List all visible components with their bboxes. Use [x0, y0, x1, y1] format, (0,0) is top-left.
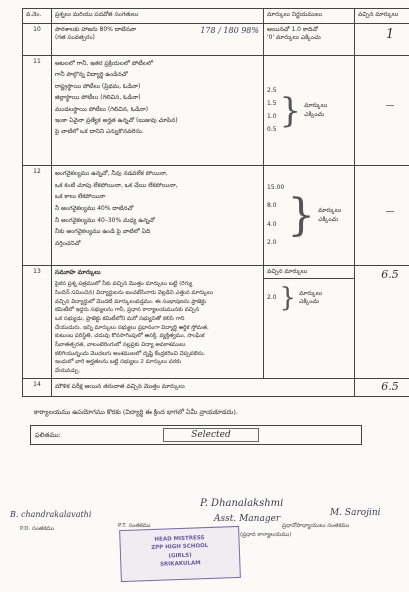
item-line: సిందిన్ సమించిన) విద్యార్థులను ఐంచటేసినారు వెల్లడిని ఎత్తున మార్కులు [55, 289, 213, 296]
signature-headmistress: M. Sarojini [330, 508, 381, 518]
mark-value: 2.0 [267, 294, 277, 302]
marks-line: ఆయినచో 1.0 కాదిచో [267, 26, 319, 33]
row-sno: 13 [23, 266, 52, 379]
header-marks: మార్కులు నిర్ణయములు [264, 9, 355, 24]
item-line: సేవాతత్పరత, వాలంటెరింగులో సల్లప్రకు విద్యా అవకాశములు [55, 341, 186, 348]
office-use-remark: కార్యాలయము ఉపయోగము కొరకు (విద్యార్థి ఈ క్రింద భాగలో ఏమీ వ్రాయకూడదు). [34, 408, 238, 416]
item-line: కుటుంబ పరిస్థితి, చదువు కొనసాగింపులో ఆసక్తి, వ్యక్తిత్వము, సాంఘిక [55, 333, 205, 340]
item-line: నీకు అంగవైకల్యము ఉండి పై వాటిలో ఏది [55, 228, 151, 236]
row-obtained: — [355, 56, 409, 166]
header-item: ప్రశ్నలు మరియు పదవోత సంగతులు [52, 9, 264, 24]
item-line: పాఠశాలకు హాజరు 80% దాటినవా [55, 26, 137, 33]
marks-note-line: ఎక్కించు [299, 298, 319, 306]
signature-headmistress-role: ప్రధానోపాధ్యాయులు సంతకము [282, 523, 350, 529]
marks-options [267, 184, 351, 246]
mark-value: 1.5 [267, 99, 277, 107]
item-line: వేయవచ్చు. [55, 367, 81, 374]
header-sno: వ.నెం. [23, 9, 52, 24]
item-line: నీ అంగవైకల్యము 40% దాటినచో [55, 205, 134, 213]
signature-manager-title: Asst. Manager [214, 514, 281, 524]
marks-note-line: ఎక్కించు [318, 215, 339, 223]
row-sno: 11 [23, 56, 52, 166]
marks-line: '0' మార్కులు ఎక్కించు [267, 34, 321, 42]
row-item [52, 24, 264, 56]
row-marks [264, 24, 355, 56]
item-line: చేయుదురు. ఇన్ని మార్కులు సభ్యులు ప్రధానంగా విద్యార్థి ఆర్థిక స్తోమత, [55, 324, 209, 331]
row-item [52, 266, 264, 379]
marks-values [267, 294, 277, 302]
signature-pd: B. chandrakalavathi [10, 510, 92, 519]
row-sno: 12 [23, 166, 52, 266]
mark-value: 2.5 [267, 86, 277, 94]
marks-note [299, 290, 322, 306]
marks-values [267, 184, 284, 246]
item-line: రాష్ట్రస్థాయి పోటీలు (ప్రిథమ, ఓడినా) [55, 82, 141, 90]
item-line: మండలస్థాయి పోటీలు (గెలిచిన, ఓడినా) [55, 105, 149, 113]
mark-value: 1.0 [267, 113, 277, 120]
mark-value: 8.0 [267, 202, 277, 210]
mark-value: 2.0 [267, 238, 277, 246]
attendance-handwriting: 178 / 180 98% [200, 26, 259, 35]
row-marks [264, 56, 355, 166]
marks-note-line: మార్కులు [304, 102, 328, 110]
table-row [23, 56, 409, 166]
brace-icon: } [279, 283, 297, 314]
marks-values [267, 87, 277, 134]
item-line: కలిగియున్నందు మొదలగు అంశములలో దృష్టి కేంద్రకరించి చెప్పవలెను. [55, 350, 206, 357]
signature-pt-role: P.T. సంతకము [118, 523, 151, 529]
signature-manager-role: (ప్రధాన కార్యాలయము) [240, 532, 292, 538]
mark-value: 4.0 [267, 220, 277, 228]
stamp-line: ZPP HIGH SCHOOL [151, 543, 209, 552]
table-row [23, 266, 409, 379]
stamp-line: HEAD MISTRESS [154, 535, 205, 543]
item-line: గానీ పాల్గొన్న విద్యార్థి ఉండినచో [55, 71, 128, 79]
item-line: జిల్లాస్థాయి పోటీలు (గెలిచిన, ఓడినా) [55, 94, 141, 102]
marks-note [304, 102, 327, 118]
school-stamp [119, 526, 241, 582]
item-line: వచ్చిన విద్యార్థులో మొదటి మార్కులువడ్తము. ఈ సంభాషణను ప్రాజెక్టు [55, 298, 207, 305]
signature-manager: P. Dhanalakshmi [200, 498, 284, 509]
row-item [52, 166, 264, 266]
item-line: వర్తించనిచో [55, 240, 81, 248]
row-item [52, 56, 264, 166]
item-line: ఒక కంటి చూపు లేకపోయినా, ఒక చేయి లేకపోయినా, [55, 181, 178, 189]
marks-note [318, 207, 341, 223]
item-line: కమిటీలో ఇద్దరు సభ్యులను గానీ, ప్రధాన కార్యాలయమునకు వచ్చిన [55, 307, 200, 314]
header-obtained: వచ్చిన మార్కులు [355, 9, 409, 24]
marks-table [22, 8, 409, 397]
row-marks [264, 266, 355, 379]
marks-note-line: మార్కులు [299, 290, 323, 297]
stamp-line: SRIKAKULAM [159, 560, 201, 568]
row-sno: 14 [23, 378, 52, 397]
row-item: మౌళిక పరీక్ష ఆయిన తరువాత వచ్చిన మొత్తం మార్కులు [52, 378, 355, 397]
result-value: Selected [163, 428, 259, 442]
row-obtained: 6.5 [355, 266, 409, 379]
row-marks [264, 166, 355, 266]
result-label: ఫలితము: [35, 431, 61, 439]
row-obtained: 1 [355, 24, 409, 56]
mark-value: 15.00 [267, 184, 285, 192]
table-row [23, 166, 409, 266]
item-line: అంగవైకల్యము ఉన్నచో, నీవు నడవలేక పోయినా, [55, 170, 168, 177]
table-row [23, 378, 409, 397]
table-header [23, 9, 409, 24]
marks-note-line: ఎక్కించు [304, 110, 325, 118]
item-line: నీ అంగవైకల్యము 40–30% మధ్య ఉన్నచో [55, 216, 155, 224]
item-line: ఒక కాలు లేకపోయినా [55, 193, 106, 201]
row-obtained: 6.5 [355, 378, 409, 397]
item-line: ఒక సభ్యుడు, ప్రాజెక్టు కమిటీలోని మరో సభ్యునితో కలిసి గాని [55, 315, 185, 322]
brace-icon: } [287, 189, 316, 241]
mark-value: 0.5 [267, 126, 277, 134]
row-obtained: — [355, 166, 409, 266]
brace-icon: } [279, 90, 302, 131]
table-row [23, 24, 409, 56]
marks-subheader: వచ్చిన మార్కులు [264, 266, 354, 279]
signature-pd-role: P.D. సంతకము [20, 526, 55, 532]
item-line: పైకన ప్రశ్న పత్రములో నీకు వచ్చిన మొత్తం మార్కులు బట్టి (రెగ్యు [55, 281, 193, 288]
item-line: ఆటలలో గానీ, ఇతర ప్రక్రియలలో పోటీలలో [55, 60, 154, 67]
item-title: సమూహ మార్కులు [55, 269, 101, 276]
marks-options [267, 87, 351, 134]
marks-note-line: మార్కులు [318, 207, 342, 215]
item-line: (గత సంవత్సరం) [55, 34, 95, 42]
stamp-line: (GIRLS) [168, 552, 192, 559]
item-line: ఇందులో వారి అర్హతలను బట్టి సభ్యులు 2 మార్కులు వరకు [55, 359, 182, 366]
result-box [30, 425, 362, 445]
marks-options [264, 279, 354, 317]
item-line: ఇంకా ఏవైనా ప్రత్యేక అర్హత ఉన్నచో (బుజువు చూపిన) [55, 116, 178, 124]
item-line: పై వాటిలో ఒక దానిని ఎన్నుకొనవలెను. [55, 128, 144, 136]
row-sno: 10 [23, 24, 52, 56]
